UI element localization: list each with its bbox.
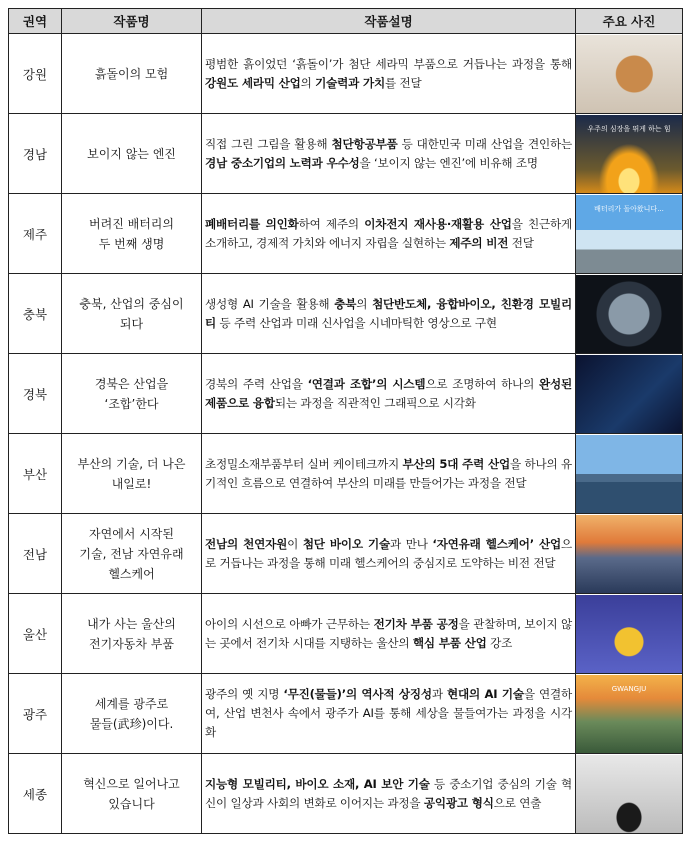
description-emphasis: 폐배터리를 의인화: [205, 216, 299, 231]
header-title: 작품명: [62, 9, 202, 34]
person-in-suit-photo: [576, 755, 682, 833]
works-table: [8, 8, 683, 834]
title-line: 보이지 않는 엔진: [87, 146, 176, 161]
description-emphasis: 지능형 모빌리티, 바이오 소재, AI 보안 기술: [205, 776, 430, 791]
photo-cell: [576, 34, 683, 114]
description-cell: [202, 274, 576, 354]
description-emphasis: 완성된 제품으로 융합: [205, 376, 573, 410]
description-text: 을 ‘보이지 않는 엔진’에 비유해 조명: [359, 155, 538, 170]
title-line: 전기자동차 부품: [89, 636, 174, 651]
title-line: 두 번째 생명: [98, 236, 165, 251]
region-cell: 광주: [9, 674, 62, 754]
description-text: 되는 과정을 직관적인 그래픽으로 시각화: [274, 395, 476, 410]
photo-cell: [576, 274, 683, 354]
photo-cell: [576, 674, 683, 754]
region-cell: 울산: [9, 594, 62, 674]
description-emphasis: 이차전지 재사용·재활용 산업: [364, 216, 512, 231]
title-line: 되다: [119, 316, 144, 331]
description-text: 으로 거듭나는 과정을 통해 미래 헬스케어의 중심지로 도약하는 비전 전달: [205, 536, 572, 570]
title-cell: [62, 514, 202, 594]
header-row: [9, 9, 683, 34]
photo-cell: [576, 514, 683, 594]
region-cell: 제주: [9, 194, 62, 274]
table-row: [9, 674, 683, 754]
description-text: 이: [287, 536, 303, 551]
title-cell: [62, 434, 202, 514]
description-text: 등 중소기업 중심의 기술 혁신이 일상과 사회의 변화로 이어지는 과정을: [205, 776, 572, 810]
description-emphasis: 공익광고 형식: [423, 795, 494, 810]
title-line: 경북은 산업을: [94, 376, 169, 391]
description-cell: [202, 34, 576, 114]
description-emphasis: 첨단반도체, 융합바이오, 친환경 모빌리티: [205, 296, 572, 330]
description-cell: [202, 194, 576, 274]
title-line: 버려진 배터리의: [89, 216, 174, 231]
title-line: 있습니다: [108, 796, 155, 811]
photo-cell: [576, 754, 683, 834]
description-text: 의: [300, 75, 316, 90]
description-emphasis: 전기차 부품 공정: [373, 616, 459, 631]
rocket-launch-photo: [576, 115, 682, 193]
description-text: 를 전달: [385, 75, 422, 90]
title-cell: [62, 674, 202, 754]
region-cell: 경남: [9, 114, 62, 194]
description-text: 생성형 AI 기술을 활용해: [205, 296, 335, 311]
table-row: [9, 274, 683, 354]
description-emphasis: 현대의 AI 기술: [447, 687, 524, 701]
region-cell: 부산: [9, 434, 62, 514]
photo-cell: [576, 354, 683, 434]
description-text: 과 만나: [389, 536, 433, 551]
gwangju-city-photo: [576, 675, 682, 753]
title-line: 내일로!: [111, 476, 152, 491]
description-cell: [202, 754, 576, 834]
description-text: 경북의 주력 산업을: [205, 376, 308, 391]
description-text: 을 친근하게 소개하고, 경제적 가치와 에너지 자립을 실현하는: [205, 216, 572, 250]
title-line: 혁신으로 일어나고: [83, 776, 180, 791]
title-line: 세계를 광주로: [94, 696, 169, 711]
photo-cell: [576, 194, 683, 274]
description-emphasis: 첨단항공부품: [331, 136, 398, 151]
table-body: [9, 34, 683, 834]
description-text: 초정밀소재부품부터 실버 케이테크까지: [205, 456, 403, 471]
description-emphasis: 경남 중소기업의 노력과 우수성: [205, 155, 360, 170]
description-text: 으로 연출: [493, 795, 542, 810]
description-cell: [202, 674, 576, 754]
description-emphasis: 강원도 세라믹 산업: [205, 75, 301, 90]
photo-caption: 배터리가 돌아왔니다...: [594, 204, 664, 213]
table-row: [9, 754, 683, 834]
description-text: 을 관찰하며, 보이지 않는 곳에서 전기차 시대를 지탱하는 울산의: [205, 616, 572, 650]
region-cell: 충북: [9, 274, 62, 354]
description-text: 등 대한민국 미래 산업을 견인하는: [397, 136, 572, 151]
title-line: 헬스케어: [108, 566, 155, 581]
table-row: [9, 434, 683, 514]
description-cell: [202, 594, 576, 674]
description-cell: [202, 354, 576, 434]
title-cell: [62, 274, 202, 354]
description-text: 등 주력 산업과 미래 신사업을 시네마틱한 영상으로 구현: [216, 315, 497, 330]
description-emphasis: 부산의 5대 주력 산업: [402, 456, 510, 471]
title-cell: [62, 754, 202, 834]
title-cell: [62, 594, 202, 674]
description-emphasis: 제주의 비전: [449, 235, 509, 250]
title-line: 내가 사는 울산의: [87, 616, 176, 631]
title-cell: [62, 114, 202, 194]
description-emphasis: ‘자연유래 헬스케어’ 산업: [432, 536, 561, 551]
description-emphasis: 첨단 바이오 기술: [302, 536, 390, 551]
description-text: 을 연결하여, 산업 변천사 속에서 광주가 AI를 통해 세상을 물들여가는 과정을 시각화: [205, 687, 572, 739]
description-emphasis: ‘연결과 조합’의 시스템: [307, 376, 426, 391]
description-text: 과: [431, 687, 448, 701]
description-emphasis: 기술력과 가치: [315, 75, 386, 90]
photo-cell: [576, 594, 683, 674]
table-row: [9, 594, 683, 674]
description-text: 광주의 옛 지명: [205, 687, 284, 701]
description-cell: [202, 514, 576, 594]
table-row: [9, 514, 683, 594]
title-line: 물들(武珍)이다.: [89, 716, 174, 731]
photo-caption: GWANGJU: [611, 684, 647, 693]
table-row: [9, 354, 683, 434]
description-text: 의: [356, 296, 373, 311]
description-text: 평범한 흙이었던 ‘흙돌이’가 첨단 세라믹 부품으로 거듭나는 과정을 통해: [205, 56, 572, 71]
photo-cell: [576, 114, 683, 194]
header-description: 작품설명: [202, 9, 576, 34]
title-line: ‘조합’한다: [104, 396, 159, 411]
region-cell: 강원: [9, 34, 62, 114]
description-text: 하여 제주의: [298, 216, 365, 231]
description-cell: [202, 114, 576, 194]
title-line: 부산의 기술, 더 나은: [77, 456, 186, 471]
photo-cell: [576, 434, 683, 514]
description-cell: [202, 434, 576, 514]
sunset-coast-photo: [576, 515, 682, 593]
header-photo: 주요 사진: [576, 9, 683, 34]
description-emphasis: 전남의 천연자원: [205, 536, 288, 551]
ev-parts-illustration: [576, 595, 682, 673]
bridge-city-photo: [576, 435, 682, 513]
table-row: [9, 114, 683, 194]
description-text: 전달: [508, 235, 534, 250]
title-cell: [62, 194, 202, 274]
region-cell: 세종: [9, 754, 62, 834]
description-emphasis: ‘무진(물들)’의 역사적 상징성: [283, 687, 432, 701]
description-text: 직접 그린 그림을 활용해: [205, 136, 332, 151]
electric-car-photo: [576, 195, 682, 273]
title-line: 기술, 전남 자연유래: [79, 546, 184, 561]
region-cell: 전남: [9, 514, 62, 594]
photo-caption: 우주의 심장을 뛰게 하는 힘: [587, 124, 671, 133]
title-line: 자연에서 시작된: [89, 526, 174, 541]
region-cell: 경북: [9, 354, 62, 434]
clay-character-photo: [576, 35, 682, 113]
description-text: 강조: [486, 635, 513, 650]
title-cell: [62, 354, 202, 434]
header-region: 권역: [9, 9, 62, 34]
table-row: [9, 194, 683, 274]
description-emphasis: 충북: [334, 296, 357, 311]
description-text: 으로 조명하여 하나의: [425, 376, 540, 391]
table-row: [9, 34, 683, 114]
title-cell: [62, 34, 202, 114]
description-emphasis: 핵심 부품 산업: [412, 635, 487, 650]
description-text: 아이의 시선으로 아빠가 근무하는: [205, 616, 374, 631]
network-lines-photo: [576, 355, 682, 433]
title-line: 충북, 산업의 중심이: [79, 296, 184, 311]
description-text: 을 하나의 유기적인 흐름으로 연결하여 부산의 미래를 만들어가는 과정을 전달: [205, 456, 573, 490]
semiconductor-city-photo: [576, 275, 682, 353]
title-line: 흙돌이의 모험: [94, 66, 169, 81]
